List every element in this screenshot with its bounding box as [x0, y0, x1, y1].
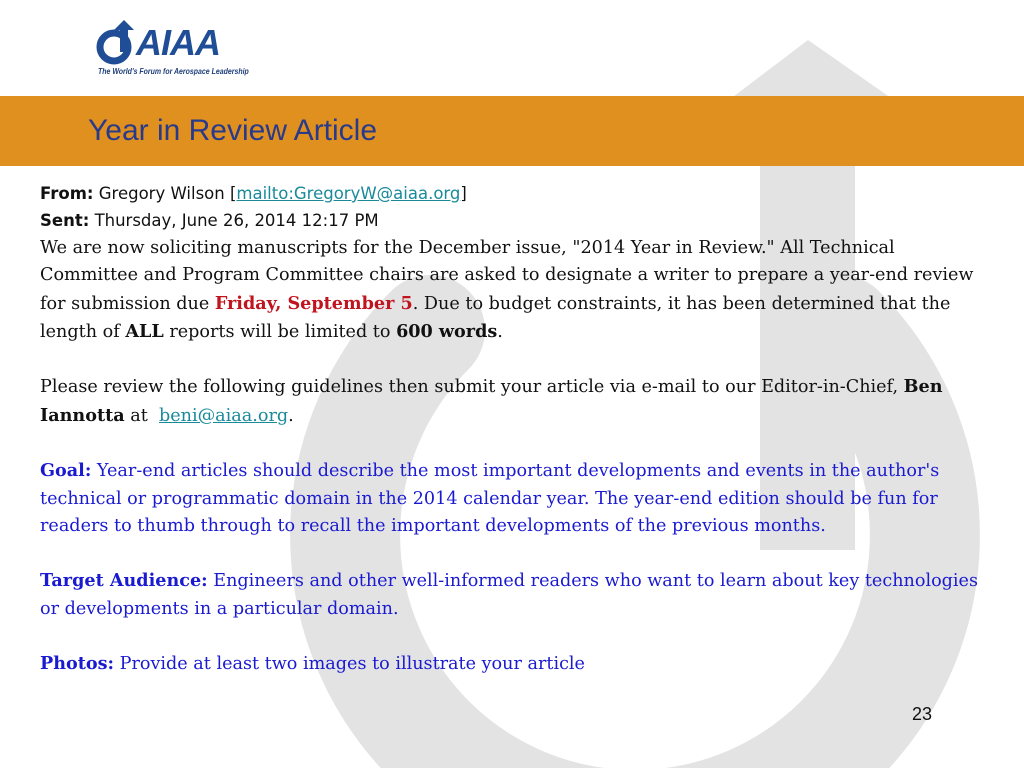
audience-paragraph	[40, 567, 980, 623]
audience-text: Engineers and other well-informed readers who want to learn about key technologies or developments in a particular domain.	[40, 571, 978, 619]
submission-text-3: .	[288, 405, 294, 426]
editor-name: Ben Iannotta	[40, 376, 943, 426]
intro-text-3: reports will be limited to	[163, 322, 397, 343]
intro-text-1: We are now soliciting manuscripts for the December issue, "2014 Year in Review." All Technical Committee and Program Committee chairs are asked to designate a writer to prepare a year-end review for submission due	[40, 237, 974, 314]
submission-text-2: at	[124, 405, 159, 426]
goal-text: Year-end articles should describe the most important developments and events in the author's technical or programmatic domain in the 2014 calendar year. The year-end edition should be fun for readers to thumb through to recall the important developments of the previous months.	[40, 461, 940, 537]
sent-label: Sent:	[40, 211, 90, 231]
from-name: Gregory Wilson [	[98, 184, 237, 203]
from-label: From:	[40, 184, 94, 203]
slide-content	[40, 180, 980, 679]
photos-label: Photos:	[40, 653, 115, 675]
word-limit: 600 words	[396, 321, 498, 343]
photos-paragraph	[40, 650, 980, 678]
logo-tagline: The World's Forum for Aerospace Leadership	[98, 66, 249, 76]
slide-title: Year in Review Article	[88, 114, 378, 147]
sent-value: Thursday, June 26, 2014 12:17 PM	[94, 211, 379, 231]
submission-text-1: Please review the following guidelines then submit your article via e-mail to our Editor-in-Chief,	[40, 377, 904, 398]
intro-paragraph	[40, 235, 980, 347]
email-from-line	[40, 180, 980, 207]
from-close-bracket: ]	[460, 184, 467, 203]
submission-paragraph	[40, 373, 980, 430]
email-sent-line	[40, 207, 980, 234]
page-number: 23	[912, 704, 933, 724]
aiaa-wordmark: AIAA	[136, 22, 220, 63]
intro-text-2: . Due to budget constraints, it has been determined that the length of	[40, 293, 951, 343]
from-email-link[interactable]: mailto:GregoryW@aiaa.org	[236, 184, 461, 203]
editor-email-link[interactable]: beni@aiaa.org	[158, 405, 289, 426]
audience-label: Target Audience:	[40, 570, 208, 592]
goal-paragraph	[40, 457, 980, 540]
goal-label: Goal:	[40, 460, 92, 482]
all-emphasis: ALL	[125, 321, 164, 343]
photos-text: Provide at least two images to illustrate your article	[114, 654, 585, 675]
aiaa-emblem-icon	[96, 20, 136, 66]
deadline-text: Friday, September 5	[214, 292, 413, 314]
aiaa-logo	[96, 18, 256, 82]
intro-text-4: .	[497, 322, 503, 343]
